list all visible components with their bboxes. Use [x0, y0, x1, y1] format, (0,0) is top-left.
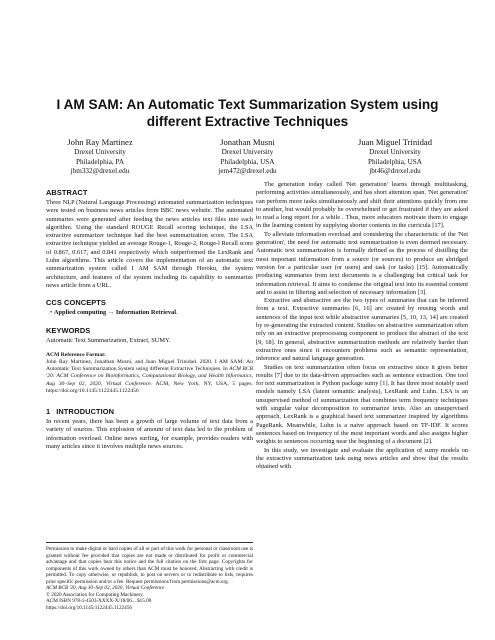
author-affiliation: Drexel University — [74, 148, 126, 156]
body-paragraph-5: In this study, we investigate and evaluate the application of sumy models on the extractive summarization task using news articles and show that the results obtained with — [256, 446, 468, 471]
body-paragraph-3: Extractive and abstractive are the two types of summaries that can be inferred from a text. Extractive summaries [6, 16] are created by reusing words and sentences of the input text while abstractive summaries [5, 10, 13, 14] are created by re-generating the extracted content. Studies on abstractive summarization often rely on an extractive preprocessing component to produce the abstract of the text [9, 18]. In general, abstractive summarization methods are relatively harder than extractive ones since it encounters problems such as semantic representation, inference and natural language generation. — [256, 297, 468, 363]
ccs-heading: CCS CONCEPTS — [46, 298, 106, 308]
body-paragraph-1: The generation today called 'Net generation' learns through multitasking, performing activities simultaneously, and has short attention span. 'Net generation' can perform more tasks simultaneously and shift their attentions quickly from one to another, but would probably be overwhelmed or get frustrated if they are asked to read a long report for a while . Thus, more educators motivate them to engage in the learning content by supplying shorter contents in the curricula [17]. — [256, 181, 468, 230]
doi-line[interactable]: https://doi.org/10.1145/1122445.1122456 — [46, 604, 132, 611]
keywords-heading: KEYWORDS — [46, 325, 91, 335]
reference-format-text — [46, 359, 253, 395]
author-name: John Ray Martinez — [67, 137, 133, 147]
body-paragraph-2: To alleviate information overload and considering the characteristic of the 'Net generation', the need for automatic text summarization is even deemed necessary. Automatic text summarization is formally defined as the process of distilling the most important information from a source (or sources) to produce an abridged version for a particular user (or users) and task (or tasks) [15]. Automatically producing summaries from text documents is a challenging but critical task for information retrieval. It aims to condense the original text into its essential content and to assist in filtering and selection of necessary information [3]. — [256, 230, 468, 296]
isbn-line: ACM ISBN 978-1-4503-XXXX-X/18/06... $15.00 — [46, 598, 152, 604]
section-number: 1 — [46, 407, 51, 417]
reference-format-heading: ACM Reference Format: — [46, 351, 106, 358]
keywords-text: Automatic Text Summarization, Extract, SUMY. — [46, 336, 171, 344]
reference-text-1: John Ray Martinez, Jonathan Musni, and Juan Miguel Trinidad. 2020. I AM SAM: An Automatic Text Summarization System using different Extractive Techniques. In — [46, 359, 253, 373]
paper-title — [30, 96, 465, 130]
ccs-item — [50, 309, 253, 317]
author-name: Jonathan Musni — [220, 137, 275, 147]
left-column — [46, 188, 253, 451]
author-location: Philadelphia, USA — [368, 157, 422, 166]
right-column — [256, 181, 468, 471]
copyright-line: © 2020 Association for Computing Machinery. — [46, 591, 144, 598]
conference-line: ACM BCB '20, Aug 30–Sep 02, 2020, Virtual Conference — [46, 585, 165, 591]
author-location: Philadelphia, USA — [220, 157, 275, 166]
abstract-section — [46, 188, 253, 290]
author-location: Philadelphia, PA — [75, 157, 125, 166]
author-2 — [178, 137, 318, 177]
author-1 — [30, 137, 170, 177]
permission-footnote — [46, 542, 253, 611]
ccs-term-1: Applied computing — [53, 309, 107, 317]
keywords-section — [46, 326, 253, 345]
introduction-text: In recent years, there has been a growth of large volume of text data from a variety of sources. This explosion of amount of text data led to the problem of information overload. Online news surfing, for example, provides readers with many articles since it involves multiple news sources. — [46, 418, 253, 450]
section-title: INTRODUCTION — [56, 407, 115, 417]
reference-text-2: . ACM, New York, NY, USA, 5 pages. https://doi.org/10.1145/1122445.1122456 — [46, 380, 253, 394]
author-email: jbt46@drexel.edu — [369, 167, 421, 176]
author-email: jbm332@drexel.edu — [70, 167, 130, 176]
ccs-term-2: Information Retrieval — [115, 309, 177, 317]
reference-format — [46, 352, 253, 395]
arrow-icon: → — [107, 309, 115, 317]
introduction-heading — [46, 407, 253, 416]
author-email: jem472@drexel.edu — [218, 167, 277, 176]
bullet-icon: • — [50, 309, 53, 317]
reference-venue: ACM BCB '20: ACM Conference on Bioinformatics, Computational Biology, and Health Informatics, Aug 30–Sep 02, 2020, Virtual Conference — [46, 366, 253, 387]
author-3 — [325, 137, 465, 177]
ccs-section — [46, 298, 253, 317]
ccs-end: . — [176, 309, 178, 317]
title-line-2: different Extractive Techniques — [146, 114, 349, 129]
author-name: Juan Miguel Trinidad — [357, 137, 432, 147]
permission-text: Permission to make digital or hard copies of all or part of this work for personal or classroom use is granted without fee provided that copies are not made or distributed for profit or commercial advantage and that copies bear this notice and the full citation on the first page. Copyrights for components of this work owned by others than ACM must be honored. Abstracting with credit is permitted. To copy otherwise, or republish, to post on servers or to redistribute to lists, requires prior specific permission and/or a fee. Request permissions from permissions@acm.org. — [46, 546, 253, 585]
author-affiliation: Drexel University — [369, 148, 421, 156]
abstract-text: Three NLP (Natural Language Processing) automated summarization techniques were tested on business news articles from BBC news website. The automated summaries were generated after feeding the news articles text files into each algorithm. Using the standard ROUGE Recall scoring technique, the LSA extractive summarizer technique had the best summarization score. The LSA extractive technique yielded an average Rouge-1, Rouge-2, Rouge-l Recall score of 0.867, 0.617, and 0.841 respectively which outperformed the LexRank and Luhn algorithms. This article covers the implementation of an automatic text summarization system called I AM SAM through Heroku, the system architecture, and features of the system including its capability to summarize news article from a URL. — [46, 199, 253, 289]
author-block — [30, 137, 465, 177]
abstract-heading: ABSTRACT — [46, 188, 88, 197]
introduction-section — [46, 407, 253, 451]
title-line-1: I AM SAM: An Automatic Text Summarization System using — [56, 97, 439, 112]
author-affiliation: Drexel University — [221, 148, 274, 156]
body-paragraph-4: Studies on text summarization often focus on extractive since it gives better results [7] due to its data-driven approaches such as sentence extraction. One tool for text summarization is Python package sumy [1]. It has three most notably used models namely LSA (latent semantic analysis), LexRank and Luhn. LSA is an unsupervised method of summarization that combines term frequency techniques with singular value decomposition to summarize texts. Also an unsupervised approach, LexRank is a graphical based text summarizer inspired by algorithms PageRank. Meanwhile, Luhn is a naive approach based on TF-IDF. It scores sentences based on frequency of the most important words and also assigns higher weights to sentences occurring near the beginning of a document [2]. — [256, 363, 468, 446]
